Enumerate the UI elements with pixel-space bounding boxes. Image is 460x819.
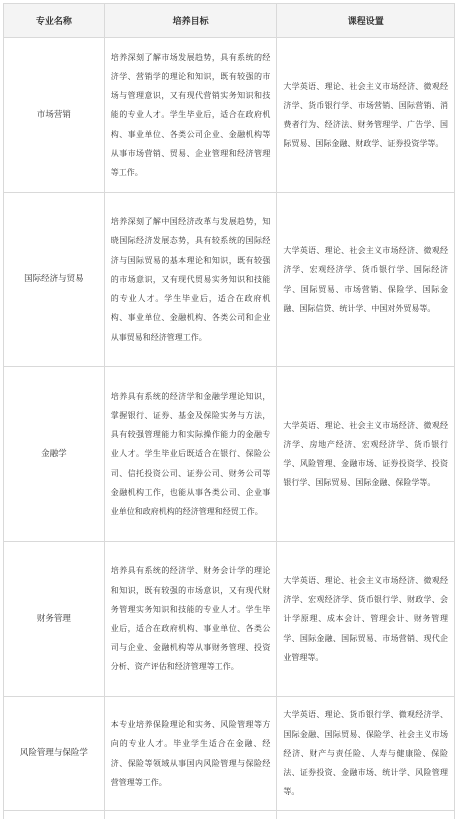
table-row (3, 542, 455, 697)
training-goal: 培养具有系统的经济学、财务会计学的理论和知识，既有较强的市场意识，又有现代财务管理实务知识和技能的专业人才。学生毕业后，适合在政府机构、事业单位、各类公司与企业、金融机构等从事财务管理、投资分析、资产评估和经济管理等工作。 (110, 566, 271, 672)
training-goal: 培养深刻了解市场发展趋势，具有系统的经济学、营销学的理论和知识，既有较强的市场与管理意识，又有现代营销实务知识和技能的专业人才。学生毕业后，适合在政府机构、事业单位、各类公司企业、金融机构等从事市场营销、贸易、企业管理和经济管理等工作。 (110, 52, 271, 177)
training-goal: 培养深刻了解中国经济改革与发展趋势，知晓国际经济发展态势，具有较系统的国际经济与国际贸易的基本理论和知识，既有较强的市场意识，又有现代贸易实务知识和技能的专业人才。学生毕业后，适合在政府机构、事业单位、金融机构、各类公司和企业从事贸易和经济管理工作。 (110, 217, 271, 342)
course-setting: 大学英语、理论、货币银行学、微观经济学、国际金融、国际贸易、保险学、社会主义市场经济、财产与责任险、人寿与健康险、保险法、证券投资、金融市场、统计学、风险管理等。 (283, 710, 448, 797)
table-row (3, 38, 455, 193)
table-row (3, 193, 455, 367)
training-goal: 本专业培养保险理论和实务、风险管理等方向的专业人才。毕业学生适合在金融、经济、保险等领域从事国内风险管理与保险经营管理等工作。 (110, 720, 271, 787)
major-name: 财务管理 (36, 613, 71, 624)
table-row (3, 697, 455, 811)
table-header-row (3, 3, 455, 38)
header-major-name: 专业名称 (4, 4, 105, 37)
major-name: 市场营销 (36, 109, 71, 120)
course-setting: 大学英语、理论、社会主义市场经济、微观经济学、货币银行学、市场营销、国际营销、消费者行为、经济法、财务管理学、广告学、国际贸易、国际金融、财政学、证券投资学等。 (283, 81, 448, 149)
training-goal: 培养具有系统的经济学和金融学理论知识，掌握银行、证券、基金及保险实务与方法，具有较强管理能力和实际操作能力的金融专业人才。学生毕业后既适合在银行、保险公司、信托投资公司、证券公司、财务公司等金融机构工作，也能从事各类公司、企业事业单位和政府机构的经济管理和经贸工作。 (110, 391, 271, 516)
table-row (3, 367, 455, 542)
table-row-partial (3, 811, 455, 819)
header-course-setting: 课程设置 (277, 4, 455, 37)
major-table (3, 3, 455, 819)
course-setting: 大学英语、理论、社会主义市场经济、微观经济学、宏观经济学、货币银行学、国际经济学、国际贸易、市场营销、保险学、国际金融、国际信贷、统计学、中国对外贸易等。 (283, 246, 448, 313)
major-name: 金融学 (41, 448, 67, 459)
major-name: 风险管理与保险学 (19, 748, 88, 758)
course-setting: 大学英语、理论、社会主义市场经济、微观经济学、房地产经济、宏观经济学、货币银行学、风险管理、金融市场、证券投资学、投资银行学、国际贸易、国际金融、保险学等。 (283, 420, 448, 488)
major-name: 国际经济与贸易 (24, 274, 84, 284)
header-training-goal: 培养目标 (105, 4, 278, 37)
course-setting: 大学英语、理论、社会主义市场经济、微观经济学、宏观经济学、货币银行学、财政学、会计学原理、成本会计、管理会计、财务管理学、国际金融、国际贸易、市场营销、现代企业管理等。 (283, 575, 448, 662)
